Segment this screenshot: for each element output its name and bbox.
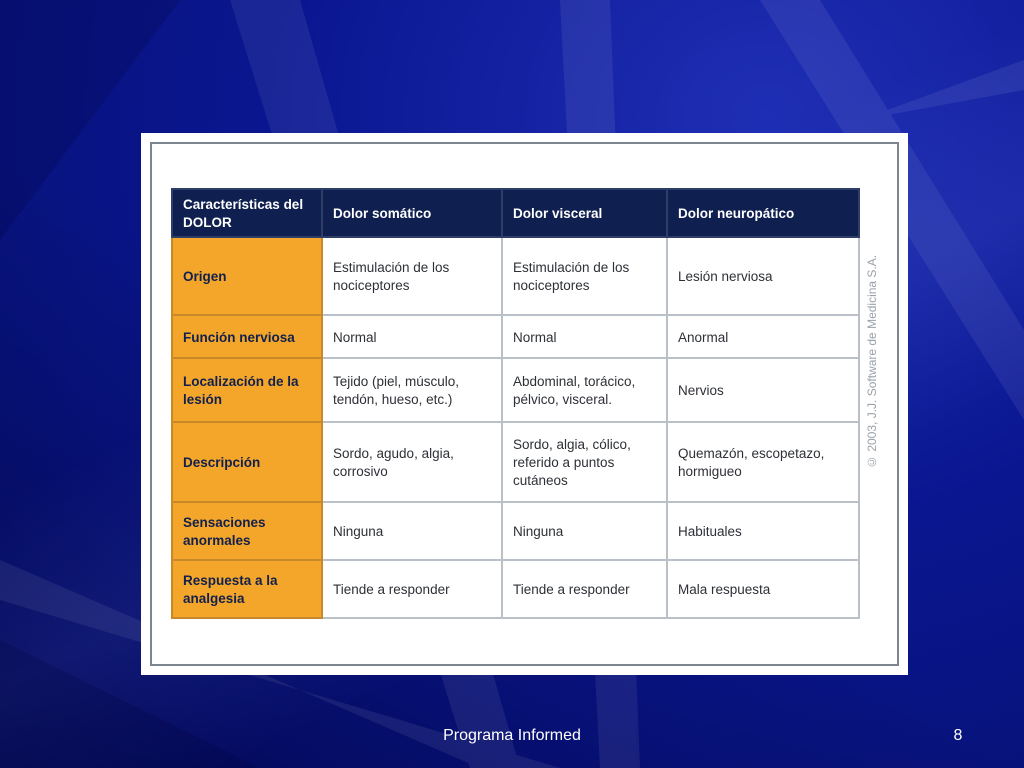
table-cell: Habituales [667, 502, 859, 560]
table-cell: Abdominal, torácico, pélvico, visceral. [502, 358, 667, 422]
table-row [172, 560, 859, 618]
table-cell: Ninguna [502, 502, 667, 560]
row-label: Función nerviosa [172, 315, 322, 358]
table-row [172, 502, 859, 560]
row-label: Origen [172, 237, 322, 315]
table-row [172, 237, 859, 315]
table-cell: Normal [502, 315, 667, 358]
row-label: Sensaciones anormales [172, 502, 322, 560]
corner-header: Características del DOLOR [172, 189, 322, 237]
column-header-visceral: Dolor visceral [502, 189, 667, 237]
copyright-notice: © 2003, J.J. Software de Medicina S.A. [865, 254, 879, 469]
row-label: Descripción [172, 422, 322, 502]
table-cell: Lesión nerviosa [667, 237, 859, 315]
table-cell: Tiende a responder [322, 560, 502, 618]
table-row [172, 422, 859, 502]
table-cell: Tiende a responder [502, 560, 667, 618]
page-number: 8 [953, 727, 963, 744]
table-cell: Estimulación de los nociceptores [502, 237, 667, 315]
column-header-somatic: Dolor somático [322, 189, 502, 237]
table-row [172, 315, 859, 358]
row-label: Localización de la lesión [172, 358, 322, 422]
table-cell: Sordo, algia, cólico, referido a puntos cutáneos [502, 422, 667, 502]
pain-characteristics-table [171, 188, 860, 619]
table-image-card [141, 133, 908, 675]
table-cell: Quemazón, escopetazo, hormigueo [667, 422, 859, 502]
table-cell: Anormal [667, 315, 859, 358]
table-cell: Nervios [667, 358, 859, 422]
table-cell: Mala respuesta [667, 560, 859, 618]
table-cell: Ninguna [322, 502, 502, 560]
footer-title: Programa Informed [443, 727, 581, 744]
table-row [172, 358, 859, 422]
table-cell: Normal [322, 315, 502, 358]
table-header-row [172, 189, 859, 237]
table-cell: Tejido (piel, músculo, tendón, hueso, etc.) [322, 358, 502, 422]
table-cell: Estimulación de los nociceptores [322, 237, 502, 315]
table-cell: Sordo, agudo, algia, corrosivo [322, 422, 502, 502]
row-label: Respuesta a la analgesia [172, 560, 322, 618]
column-header-neuropathic: Dolor neuropático [667, 189, 859, 237]
